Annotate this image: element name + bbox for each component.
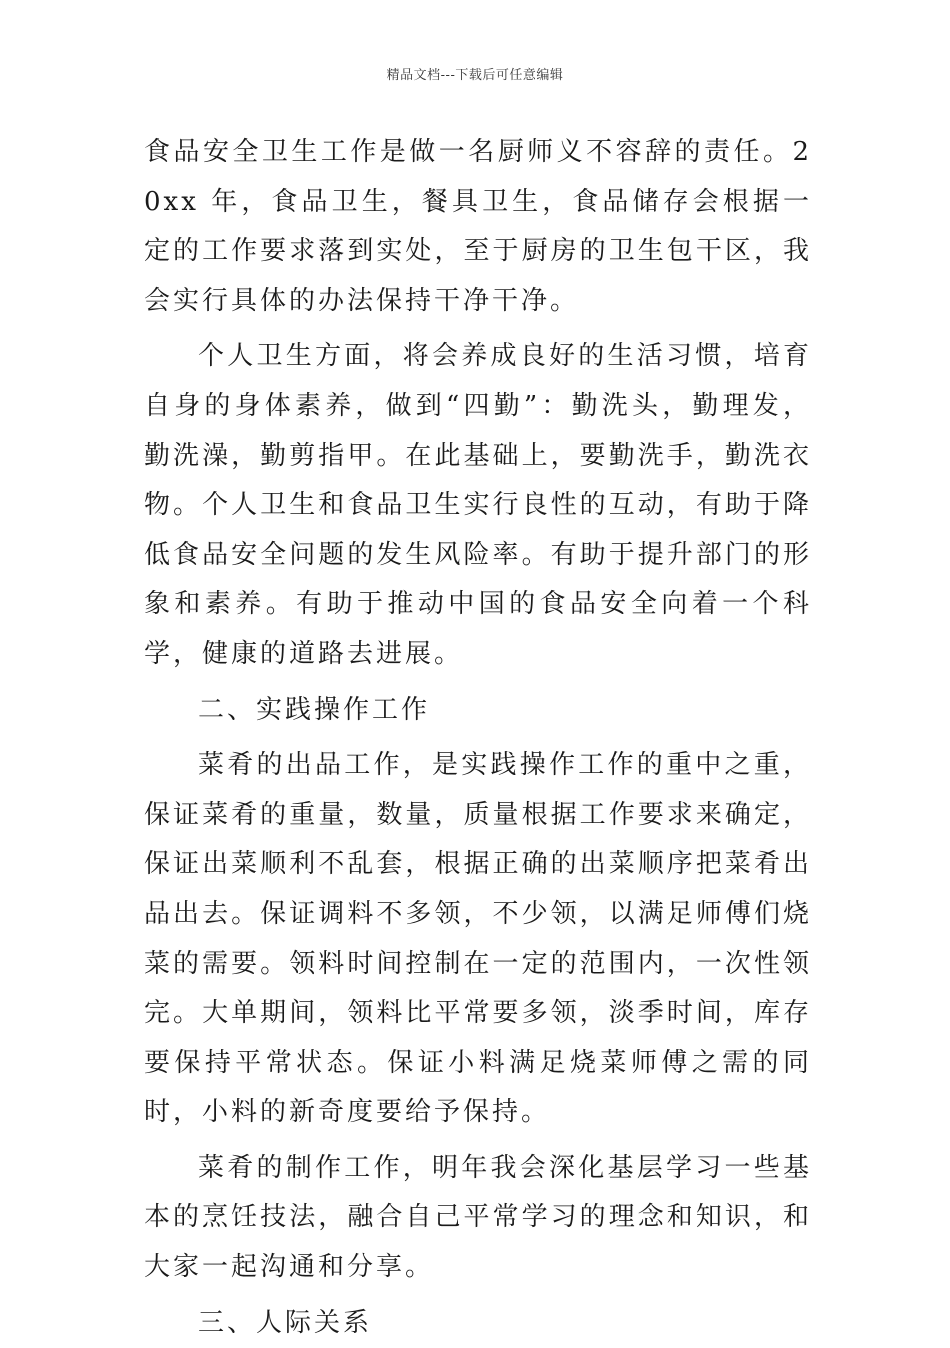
section-heading-relations: 三、人际关系: [198, 1307, 373, 1338]
section-heading-practice: 二、实践操作工作: [198, 694, 431, 725]
paragraph-dish-making: 菜肴的制作工作，明年我会深化基层学习一些基本的烹饪技法，融合自己平常学习的理念和知识，和大家一起沟通和分享。: [144, 1152, 812, 1283]
paragraph-food-safety: 食品安全卫生工作是做一名厨师义不容辞的责任。20xx 年，食品卫生，餐具卫生，食品储存会根据一定的工作要求落到实处，至于厨房的卫生包干区，我会实行具体的办法保持干净干净。: [144, 137, 812, 316]
paragraph-dish-output: 菜肴的出品工作，是实践操作工作的重中之重，保证菜肴的重量，数量，质量根据工作要求来确定，保证出菜顺利不乱套，根据正确的出菜顺序把菜肴出品出去。保证调料不多领，不少领，以满足师傅们烧菜的需要。领料时间控制在一定的范围内，一次性领完。大单期间，领料比平常要多领，淡季时间，库存要保持平常状态。保证小料满足烧菜师傅之需的同时，小料的新奇度要给予保持。: [144, 750, 812, 1128]
paragraph-personal-hygiene: 个人卫生方面，将会养成良好的生活习惯，培育自身的身体素养，做到“四勤”：勤洗头，勤理发，勤洗澡，勤剪指甲。在此基础上，要勤洗手，勤洗衣物。个人卫生和食品卫生实行良性的互动，有助于降低食品安全问题的发生风险率。有助于提升部门的形象和素养。有助于推动中国的食品安全向着一个科学，健康的道路去进展。: [144, 341, 812, 669]
page-header: 精品文档---下载后可任意编辑: [386, 68, 564, 83]
document-body: [144, 128, 812, 1348]
